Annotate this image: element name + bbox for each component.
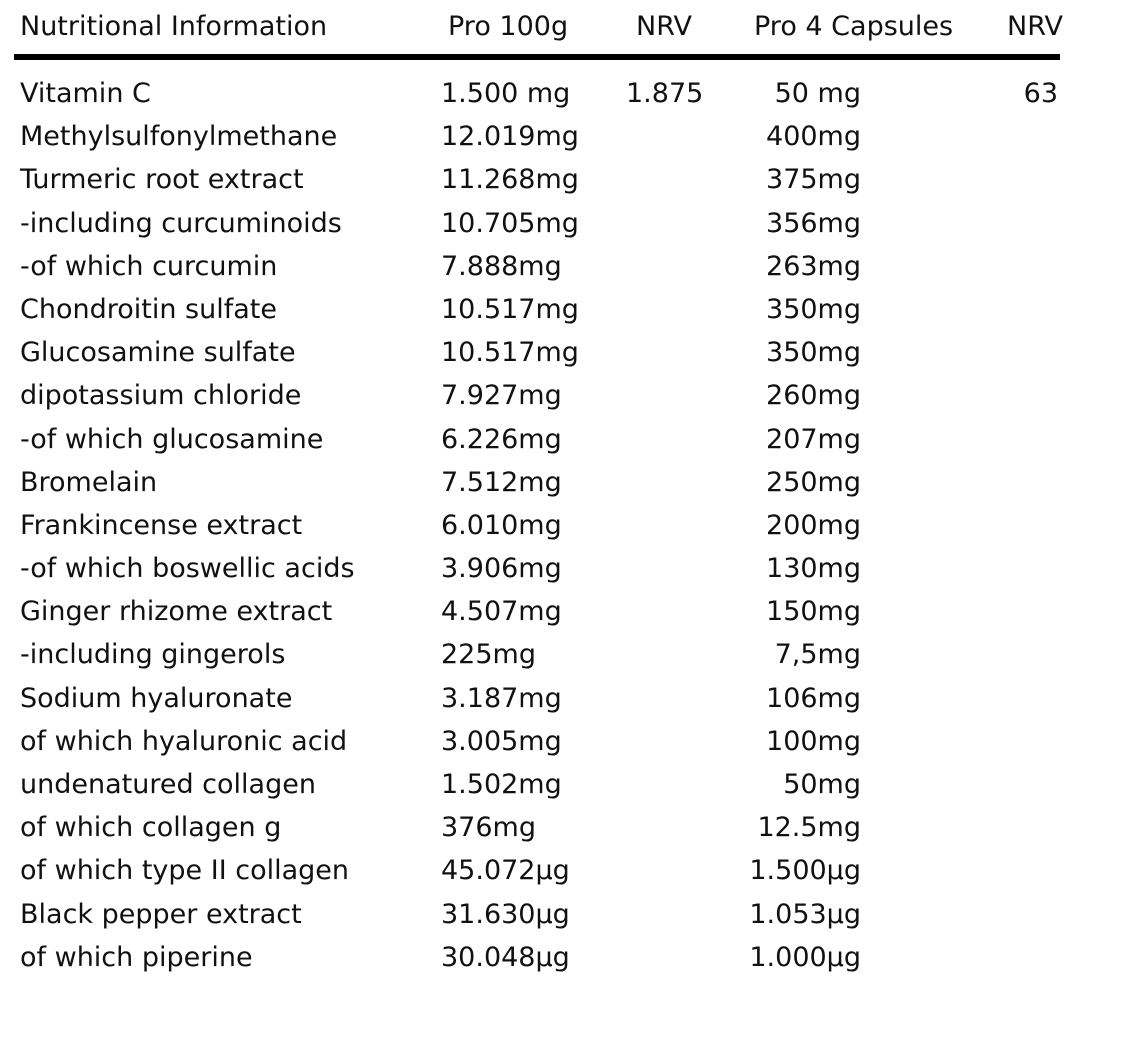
value-per-100g: 7.927mg — [441, 380, 562, 412]
header-nrv-100g: NRV — [636, 11, 692, 42]
value-per-4-capsules: 356mg — [766, 207, 861, 239]
nutrient-name: Black pepper extract — [20, 898, 302, 930]
value-per-100g: 1.502mg — [441, 769, 562, 800]
table-row — [0, 590, 1127, 633]
table-row — [0, 547, 1127, 590]
value-per-100g: 7.888mg — [441, 250, 562, 282]
nutrient-name: Chondroitin sulfate — [20, 293, 277, 325]
value-per-4-capsules: 350mg — [766, 337, 861, 369]
nutrient-name: of which collagen g — [20, 812, 282, 844]
value-per-100g: 4.507mg — [441, 596, 562, 628]
nrv-per-100g: 1.875 — [626, 78, 704, 109]
table-row — [0, 936, 1127, 979]
value-per-100g: 3.906mg — [441, 553, 562, 585]
header-nutritional-information: Nutritional Information — [20, 11, 328, 42]
value-per-4-capsules: 1.053µg — [749, 898, 861, 930]
nutrient-name: -of which glucosamine — [20, 423, 324, 455]
table-row — [0, 461, 1127, 504]
table-row — [0, 504, 1127, 547]
table-row — [0, 245, 1127, 288]
table-row — [0, 418, 1127, 461]
nutrient-name: Methylsulfonylmethane — [20, 121, 338, 153]
nutrient-name: of which piperine — [20, 941, 253, 973]
value-per-4-capsules: 130mg — [766, 553, 861, 585]
nutrient-name: Frankincense extract — [20, 509, 303, 541]
nutrient-name: Bromelain — [20, 466, 158, 498]
nutrient-name: Turmeric root extract — [20, 164, 304, 196]
value-per-4-capsules: 1.500µg — [749, 855, 861, 887]
table-row — [0, 374, 1127, 417]
table-row — [0, 202, 1127, 245]
value-per-4-capsules: 106mg — [766, 682, 861, 714]
value-per-4-capsules: 207mg — [766, 423, 861, 455]
value-per-4-capsules: 7,5mg — [774, 639, 861, 671]
table-header-row — [0, 0, 1127, 54]
value-per-4-capsules: 12.5mg — [757, 812, 861, 844]
value-per-100g: 10.517mg — [441, 337, 579, 369]
value-per-100g: 12.019mg — [441, 121, 579, 153]
nutrient-name: -of which curcumin — [20, 250, 278, 282]
table-row — [0, 158, 1127, 201]
nutrient-name: Sodium hyaluronate — [20, 682, 293, 714]
table-row — [0, 720, 1127, 763]
value-per-100g: 7.512mg — [441, 466, 562, 498]
value-per-4-capsules: 400mg — [766, 121, 861, 153]
nutrient-name: of which hyaluronic acid — [20, 725, 348, 757]
value-per-4-capsules: 263mg — [766, 250, 861, 282]
header-pro-4-capsules: Pro 4 Capsules — [754, 11, 954, 42]
value-per-4-capsules: 375mg — [766, 164, 861, 196]
table-row — [0, 677, 1127, 720]
table-body — [0, 72, 1127, 979]
table-row — [0, 633, 1127, 676]
value-per-4-capsules: 50 mg — [774, 78, 861, 109]
nutrient-name: Ginger rhizome extract — [20, 596, 333, 628]
table-row — [0, 115, 1127, 158]
value-per-100g: 10.517mg — [441, 293, 579, 325]
nutrient-name: -including curcuminoids — [20, 207, 342, 239]
table-row — [0, 849, 1127, 892]
value-per-4-capsules: 350mg — [766, 293, 861, 325]
value-per-100g: 10.705mg — [441, 207, 579, 239]
nutrient-name: Vitamin C — [20, 78, 151, 109]
value-per-100g: 225mg — [441, 639, 536, 671]
value-per-4-capsules: 200mg — [766, 509, 861, 541]
nutrient-name: dipotassium chloride — [20, 380, 302, 412]
value-per-100g: 376mg — [441, 812, 536, 844]
table-row — [0, 893, 1127, 936]
nutrient-name: Glucosamine sulfate — [20, 337, 296, 369]
value-per-4-capsules: 150mg — [766, 596, 861, 628]
nutrient-name: -including gingerols — [20, 639, 286, 671]
value-per-100g: 45.072µg — [441, 855, 570, 887]
header-divider — [14, 54, 1060, 60]
value-per-100g: 3.187mg — [441, 682, 562, 714]
value-per-100g: 30.048µg — [441, 941, 570, 973]
table-row — [0, 288, 1127, 331]
table-row — [0, 806, 1127, 849]
value-per-4-capsules: 260mg — [766, 380, 861, 412]
nutrient-name: undenatured collagen — [20, 769, 316, 800]
table-row — [0, 331, 1127, 374]
value-per-100g: 11.268mg — [441, 164, 579, 196]
header-nrv-4-capsules: NRV — [1007, 11, 1063, 42]
value-per-4-capsules: 100mg — [766, 725, 861, 757]
value-per-4-capsules: 1.000µg — [749, 941, 861, 973]
table-row — [0, 72, 1127, 115]
nrv-per-4-capsules: 63 — [1023, 78, 1058, 109]
value-per-100g: 31.630µg — [441, 898, 570, 930]
value-per-100g: 1.500 mg — [441, 78, 571, 109]
value-per-100g: 3.005mg — [441, 725, 562, 757]
value-per-4-capsules: 50mg — [783, 769, 861, 800]
value-per-4-capsules: 250mg — [766, 466, 861, 498]
nutrient-name: -of which boswellic acids — [20, 553, 355, 585]
header-pro-100g: Pro 100g — [448, 11, 569, 42]
value-per-100g: 6.226mg — [441, 423, 562, 455]
value-per-100g: 6.010mg — [441, 509, 562, 541]
table-row — [0, 763, 1127, 806]
nutrient-name: of which type II collagen — [20, 855, 350, 887]
